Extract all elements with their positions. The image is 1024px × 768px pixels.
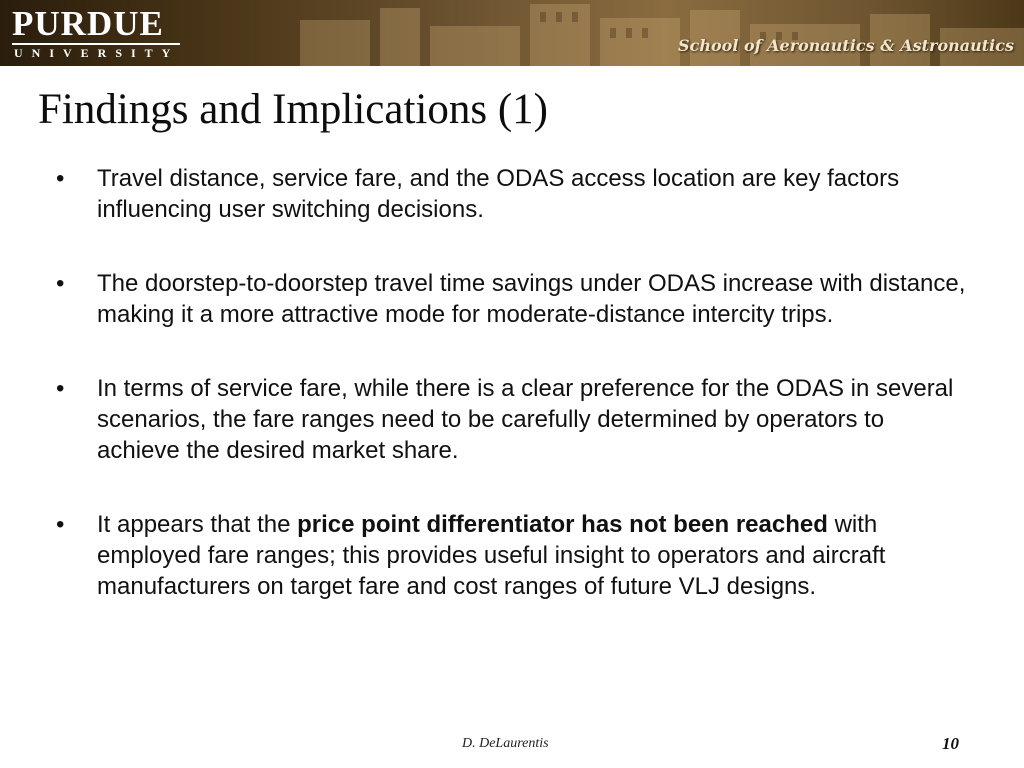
school-name: School of Aeronautics & Astronautics — [678, 36, 1014, 55]
bullet-item — [56, 373, 966, 466]
bullet-dot-icon: • — [56, 375, 65, 402]
bullet-text: In terms of service fare, while there is a clear preference for the ODAS in several scenarios, the fare ranges need to be carefully determined by operators to achieve the desired market share. — [97, 375, 954, 464]
bullet-text: Travel distance, service fare, and the ODAS access location are key factors influencing user switching decisions. — [97, 165, 900, 223]
bullet-text-emphasis: price point differentiator has not been reached — [297, 511, 828, 538]
slide-title: Findings and Implications (1) — [38, 86, 548, 133]
bullet-text: The doorstep-to-doorstep travel time savings under ODAS increase with distance, making it a more attractive mode for moderate-distance intercity trips. — [97, 270, 966, 328]
bullet-list — [56, 163, 966, 602]
bullet-dot-icon: • — [56, 165, 65, 192]
bullet-dot-icon: • — [56, 270, 65, 297]
bullet-text-before: It appears that the — [97, 511, 298, 538]
page-number: 10 — [942, 734, 959, 753]
bullet-item — [56, 509, 966, 602]
bullet-dot-icon: • — [56, 511, 65, 538]
purdue-logo-subtitle: UNIVERSITY — [14, 46, 180, 60]
bullet-item — [56, 163, 966, 225]
bullet-text-after: with employed fare ranges; this provides useful insight to operators and aircraft manufacturers on target fare and cost ranges of future VLJ designs. — [97, 511, 886, 600]
header-banner — [0, 0, 1024, 66]
purdue-logo: PURDUE — [12, 4, 164, 43]
footer-author: D. DeLaurentis — [462, 736, 549, 751]
bullet-item — [56, 268, 966, 330]
logo-divider — [12, 43, 180, 45]
